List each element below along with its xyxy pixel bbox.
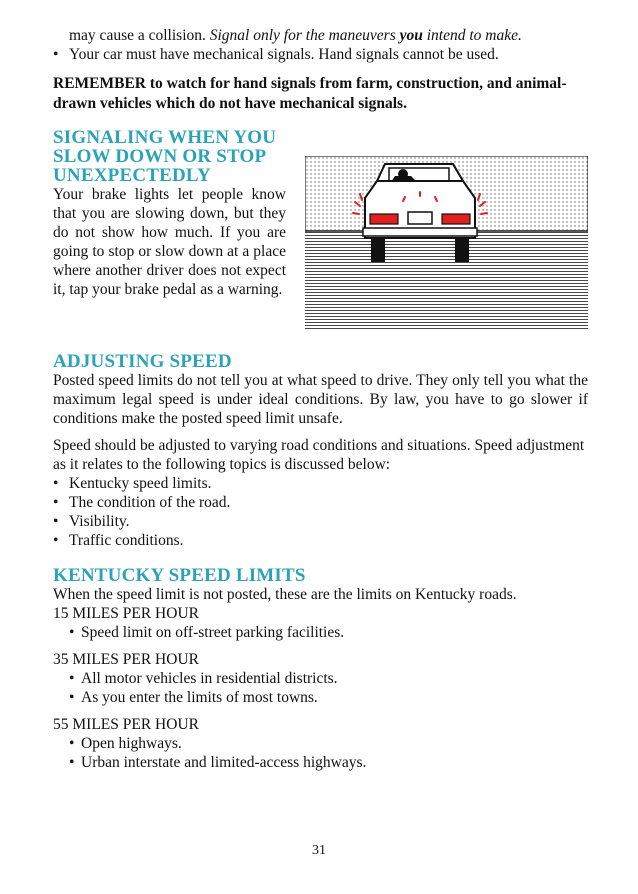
kentucky-speed-limits-heading: KENTUCKY SPEED LIMITS — [53, 565, 306, 586]
kentucky-intro: When the speed limit is not posted, these are the limits on Kentucky roads. — [53, 586, 517, 603]
list-item: • Speed limit on off-street parking facilities. — [53, 623, 588, 642]
list-item: • Traffic conditions. — [53, 531, 588, 550]
mechanical-signals-bullet: • Your car must have mechanical signals. Hand signals cannot be used. — [53, 45, 588, 64]
list-item: • The condition of the road. — [53, 493, 588, 512]
page-content — [53, 26, 588, 772]
continuation-text: may cause a collision. Signal only for the maneuvers you intend to make. — [69, 27, 522, 44]
list-item: • All motor vehicles in residential districts. — [53, 669, 588, 688]
signaling-section — [53, 128, 588, 344]
brake-lights-illustration — [305, 156, 588, 329]
list-item: • Urban interstate and limited-access highways. — [53, 753, 588, 772]
list-item: • As you enter the limits of most towns. — [53, 688, 588, 707]
adjusting-para-1: Posted speed limits do not tell you at what speed to drive. They only tell you what the maximum legal speed is under ideal conditions. By law, you have to go slower if conditions make the posted speed limit unsafe. — [53, 372, 588, 427]
page-number: 31 — [312, 843, 326, 858]
signaling-text: Your brake lights let people know that you are slowing down, but they do not show how much. If you are going to stop or slow down at a place where another driver does not expect it, tap your brake pedal as a warning. — [53, 186, 286, 298]
list-item: • Visibility. — [53, 512, 588, 531]
adjusting-para-2: Speed should be adjusted to varying road conditions and situations. Speed adjustment as it relates to the following topics is discussed below: — [53, 437, 585, 473]
signaling-heading: SIGNALING WHEN YOU SLOW DOWN OR STOP UNEXPECTEDLY — [53, 127, 277, 186]
list-item: • Kentucky speed limits. — [53, 474, 588, 493]
adjusting-speed-heading: ADJUSTING SPEED — [53, 351, 232, 372]
limit-group-label: 15 MILES PER HOUR — [53, 605, 199, 622]
list-item: • Open highways. — [53, 734, 588, 753]
limit-group-label: 55 MILES PER HOUR — [53, 716, 199, 733]
remember-note: REMEMBER to watch for hand signals from farm, construction, and animal-drawn vehicles which do not have mechanical signals. — [53, 75, 567, 112]
limit-group-label: 35 MILES PER HOUR — [53, 651, 199, 668]
